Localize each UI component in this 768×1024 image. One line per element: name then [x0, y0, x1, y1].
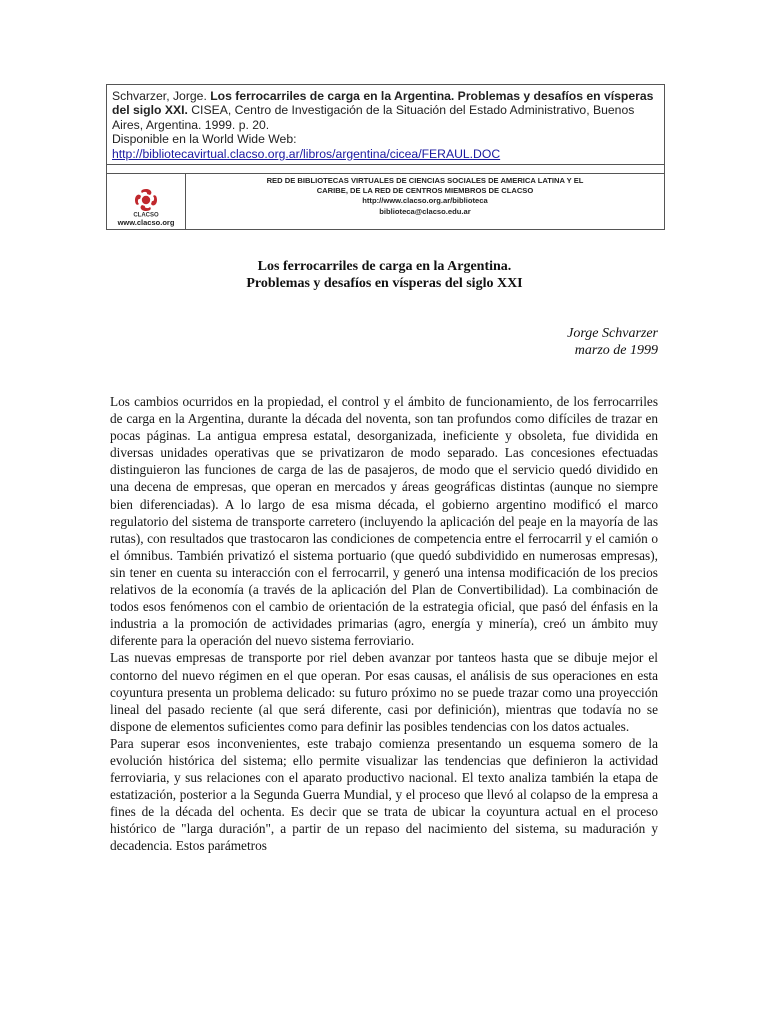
citation-box [106, 84, 665, 230]
network-info [186, 174, 664, 229]
clacso-logo-wordmark: CLACSO [133, 212, 159, 218]
citation-availability: Disponible en la World Wide Web: [112, 132, 297, 147]
citation-title: Los ferrocarriles de carga en la Argentina. Problemas y desafíos en vísperas del siglo XXI. [112, 89, 654, 118]
citation-url-link[interactable]: http://bibliotecavirtual.clacso.org.ar/libros/argentina/cicea/FERAUL.DOC [112, 146, 501, 161]
document-title-line-2: Problemas y desafíos en vísperas del siglo XXI [246, 276, 523, 291]
body-paragraph: Los cambios ocurridos en la propiedad, el control y el ámbito de funcionamiento, de los ferrocarriles de carga en la Argentina, durante la década del noventa, son tan profundos como difíciles de trazar en pocas páginas. La antigua empresa estatal, desorganizada, ineficiente y obsoleta, fue dividida en diversas unidades operativas que se privatizaron de modo separado. Las concesiones efectuadas distinguieron las funciones de carga de las de pasajeros, de modo que el servicio quedó dividido en una decena de empresas, que operan en mercados y áreas geográficas distintas (aunque no siempre bien diferenciadas). A lo largo de esa misma década, el gobierno argentino modificó el marco regulatorio del sistema de transporte carretero (incluyendo la aplicación del peaje en la mayoría de las rutas), con resultados que trastocaron las condiciones de competencia entre el ferrocarril y el camión o el ómnibus. También privatizó el sistema portuario (que quedó subdividido en numerosas empresas), sin tener en cuenta su interacción con el ferrocarril, y generó una intensa modificación de los precios relativos de la economía (a través de la aplicación del Plan de Convertibilidad). La combinación de todos esos fenómenos con el cambio de orientación de la estrategia oficial, que pasó del énfasis en la industria a la promoción de actividades primarias (agro, energía y minería), creó un ámbito muy diferente para la operación del nuevo sistema ferroviario. [110, 394, 658, 649]
document-author: Jorge Schvarzer [567, 326, 658, 341]
clacso-logo-icon [126, 187, 166, 217]
body-paragraph: Las nuevas empresas de transporte por riel deben avanzar por tanteos hasta que se dibuje mejor el contorno del nuevo régimen en el que operan. Por esas causas, el análisis de sus operaciones en esta coyuntura presenta un problema delicado: su futuro próximo no se puede trazar como una proyección lineal del pasado reciente (al que será diferente, casi por definición), mientras que todavía no se dispone de elementos suficientes como para definir las posibles tendencias con los datos actuales. [110, 650, 658, 734]
body-text [110, 393, 658, 855]
network-url: http://www.clacso.org.ar/biblioteca [362, 196, 488, 206]
citation-text [107, 85, 664, 164]
clacso-site: www.clacso.org [117, 218, 175, 228]
citation-author: Schvarzer, Jorge. [112, 89, 207, 103]
document-title-line-1: Los ferrocarriles de carga en la Argentina. [257, 259, 512, 274]
document-title [106, 258, 663, 292]
citation-divider [107, 164, 664, 174]
author-block [567, 325, 658, 359]
citation-publisher: CISEA, Centro de Investigación de la Situación del Estado Administrativo, Buenos Aires, Argentina. 1999. p. 20. [112, 103, 635, 132]
document-date: marzo de 1999 [574, 343, 658, 358]
clacso-logo [107, 174, 186, 229]
body-paragraph: Para superar esos inconvenientes, este trabajo comienza presentando un esquema somero de la evolución histórica del sistema; ello permite visualizar las tendencias que definieron la actividad ferroviaria, y sus relaciones con el aparato productivo nacional. El texto analiza también la etapa de estatización, posterior a la Segunda Guerra Mundial, y el proceso que llevó al colapso de la empresa a fines de la década del ochenta. Es decir que se trata de ubicar la coyuntura actual en el proceso histórico de "larga duración", a partir de un repaso del nacimiento del sistema, su maduración y decadencia. Estos parámetros [110, 735, 658, 854]
network-line-1: RED DE BIBLIOTECAS VIRTUALES DE CIENCIAS SOCIALES DE AMERICA LATINA Y EL [266, 176, 584, 186]
network-email: biblioteca@clacso.edu.ar [379, 206, 471, 216]
network-line-2: CARIBE, DE LA RED DE CENTROS MIEMBROS DE CLACSO [316, 186, 534, 196]
network-row [107, 174, 664, 229]
